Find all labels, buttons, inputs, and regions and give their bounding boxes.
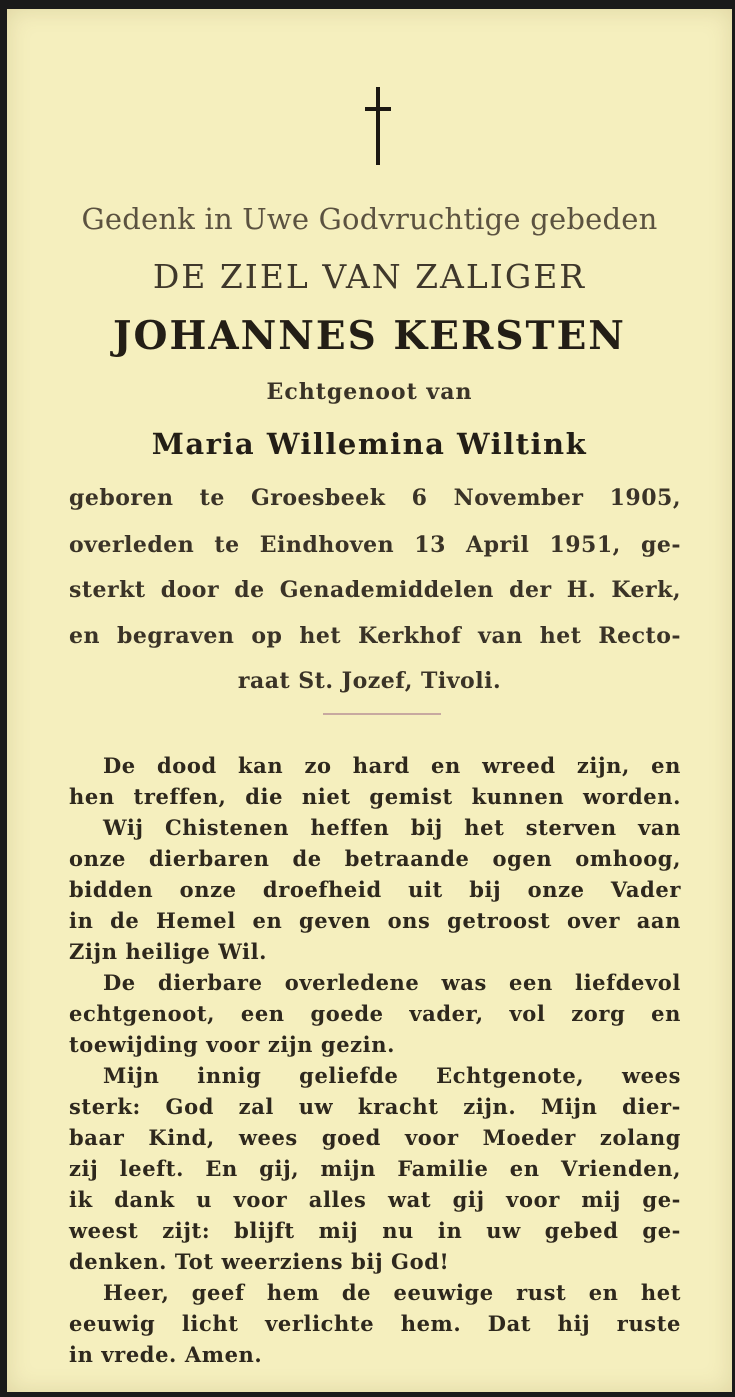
body-line: denken. Tot weerziens bij God! [69, 1249, 450, 1274]
body-line: hen treffen, die niet gemist kunnen worden. [69, 784, 681, 809]
body-line: in de Hemel en geven ons getroost over aan [69, 908, 681, 933]
body-line: echtgenoot, een goede vader, vol zorg en [69, 1001, 681, 1026]
body-line: De dierbare overledene was een liefdevol [103, 970, 681, 995]
body-line: toewijding voor zijn gezin. [69, 1032, 396, 1057]
body-line: bidden onze droefheid uit bij onze Vader [69, 877, 681, 902]
body-line: Wij Chistenen heffen bij het sterven van [103, 815, 681, 840]
body-line: weest zijt: blijft mij nu in uw gebed ge- [69, 1218, 681, 1243]
body-line: sterk: God zal uw kracht zijn. Mijn dier- [69, 1094, 681, 1119]
bio-line: raat St. Jozef, Tivoli. [237, 668, 502, 694]
body-line: Mijn innig geliefde Echtgenote, wees [103, 1063, 681, 1088]
cross-icon [365, 87, 391, 165]
body-line: ik dank u voor alles wat gij voor mij ge- [69, 1187, 681, 1212]
body-line: baar Kind, wees goed voor Moeder zolang [69, 1125, 681, 1150]
body-line: Heer, geef hem de eeuwige rust en het [103, 1280, 681, 1305]
body-line: zij leeft. En gij, mijn Familie en Vrienden, [69, 1156, 681, 1181]
divider [323, 713, 441, 715]
spouse-intro: Echtgenoot van [266, 379, 473, 405]
bio-line: overleden te Eindhoven 13 April 1951, ge- [69, 532, 681, 558]
spouse-name: Maria Willemina Wiltink [151, 427, 588, 461]
bio-line: sterkt door de Genademiddelen der H. Kerk, [69, 577, 681, 603]
heading-soul-of: DE ZIEL VAN ZALIGER [152, 257, 587, 296]
heading-prayer-request: Gedenk in Uwe Godvruchtige gebeden [81, 202, 658, 236]
body-line: onze dierbaren de betraande ogen omhoog, [69, 846, 681, 871]
memorial-card [7, 9, 732, 1392]
bio-line: geboren te Groesbeek 6 November 1905, [69, 485, 681, 511]
body-line: De dood kan zo hard en wreed zijn, en [103, 753, 681, 778]
deceased-name: JOHANNES KERSTEN [113, 313, 626, 359]
body-line: Zijn heilige Wil. [69, 939, 268, 964]
bio-line: en begraven op het Kerkhof van het Recto- [69, 623, 681, 649]
body-line: in vrede. Amen. [69, 1342, 263, 1367]
body-line: eeuwig licht verlichte hem. Dat hij ruste [69, 1311, 681, 1336]
